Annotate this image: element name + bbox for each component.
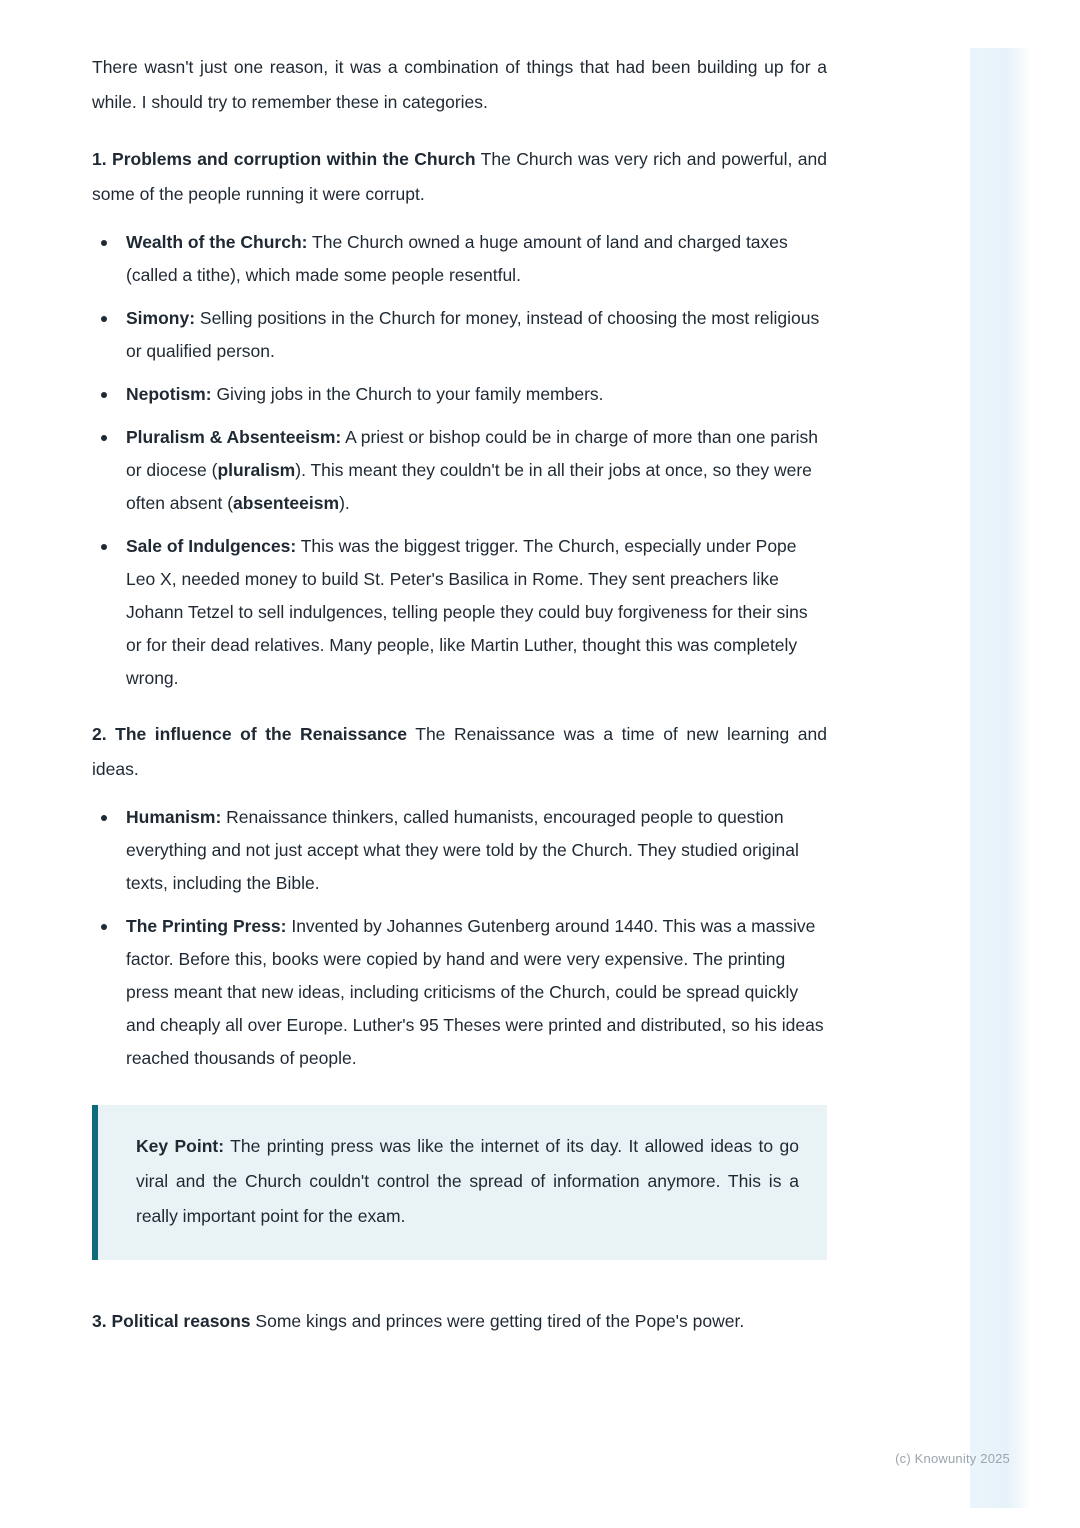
bullet-text: Giving jobs in the Church to your family members. [216,384,604,404]
section-3-heading: 3. Political reasons [92,1311,251,1331]
intro-paragraph: There wasn't just one reason, it was a combination of things that had been building up for a while. I should try to remember these in categories. [92,57,827,112]
bullet-text-continued: ). This meant they couldn't be in all their jobs at once, so they were often absent ( [126,460,812,513]
bullet-text: This was the biggest trigger. The Church, especially under Pope Leo X, needed money to build St. Peter's Basilica in Rome. They sent preachers like Johann Tetzel to sell indulgences, telling people they could buy forgiveness for their sins or for their dead relatives. Many people, like Martin Luther, thought this was completely wrong. [126,536,808,688]
bullet-term: Pluralism & Absenteeism: [126,427,342,447]
decorative-side-strip [970,48,1032,1508]
list-item [92,302,827,368]
list-item [92,378,827,411]
section-1-bullet-list [92,226,827,695]
section-1-lead: The Church was very rich and powerful, and some of the people running it were corrupt. [92,149,828,204]
section-1-heading: 1. Problems and corruption within the Church [92,149,476,169]
key-point-label: Key Point: [136,1136,225,1156]
spacer [92,1260,827,1282]
bullet-text: The Church owned a huge amount of land and charged taxes (called a tithe), which made some people resentful. [126,232,788,285]
spacer [92,695,827,717]
key-point-callout [92,1105,827,1260]
bullet-text-end: ). [339,493,350,513]
section-1-heading-paragraph [92,142,827,212]
list-item [92,530,827,695]
spacer [92,120,827,142]
section-2-heading-paragraph [92,717,827,787]
section-3-lead: Some kings and princes were getting tired of the Pope's power. [255,1311,745,1331]
section-3-heading-paragraph [92,1304,827,1339]
watermark: (c) Knowunity 2025 [895,1451,1010,1466]
section-2-lead: The Renaissance was a time of new learning and ideas. [92,724,827,779]
bullet-term: The Printing Press: [126,916,287,936]
list-item [92,226,827,292]
bullet-text: A priest or bishop could be in charge of more than one parish or diocese ( [126,427,818,480]
list-item [92,801,827,900]
bullet-term: Wealth of the Church: [126,232,308,252]
key-point-text: The printing press was like the internet of its day. It allowed ideas to go viral and the Church couldn't control the spread of information anymore. This is a really important point for the exam. [136,1136,800,1226]
list-item [92,910,827,1075]
bullet-text: Renaissance thinkers, called humanists, encouraged people to question everything and not just accept what they were told by the Church. They studied original texts, including the Bible. [126,807,799,893]
bullet-term: Nepotism: [126,384,212,404]
spacer [92,1282,827,1304]
bullet-emphasis-absenteeism: absenteeism [233,493,340,513]
bullet-term: Simony: [126,308,196,328]
section-2-heading: 2. The influence of the Renaissance [92,724,408,744]
bullet-term: Sale of Indulgences: [126,536,297,556]
bullet-term: Humanism: [126,807,222,827]
bullet-text: Invented by Johannes Gutenberg around 1440. This was a massive factor. Before this, books were copied by hand and were very expensive. The printing press meant that new ideas, including criticisms of the Church, could be spread quickly and cheaply all over Europe. Luther's 95 Theses were printed and distributed, so his ideas reached thousands of people. [126,916,824,1068]
section-2-bullet-list [92,801,827,1075]
bullet-emphasis-pluralism: pluralism [217,460,296,480]
list-item [92,421,827,520]
key-point-paragraph [136,1129,799,1234]
document-content [92,50,827,1339]
bullet-text: Selling positions in the Church for money, instead of choosing the most religious or qualified person. [126,308,820,361]
